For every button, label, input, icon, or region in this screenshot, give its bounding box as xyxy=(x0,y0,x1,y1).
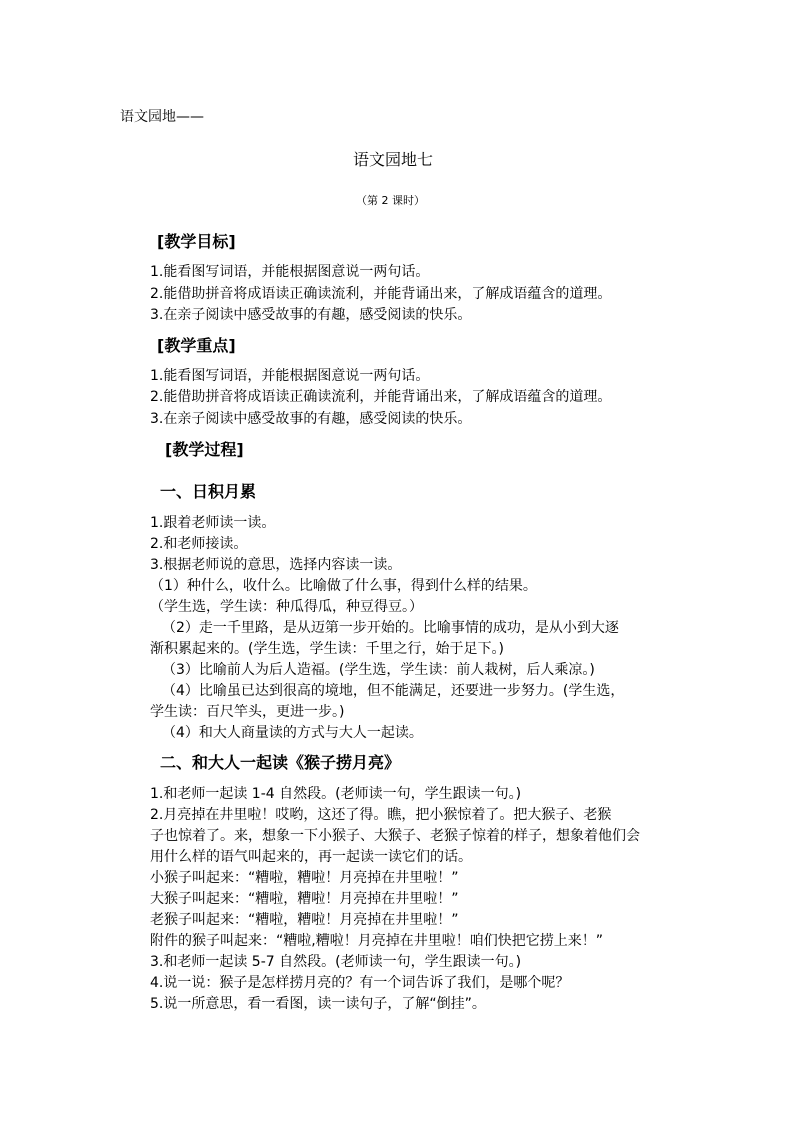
section2-line: 2.月亮掉在井里啦！哎哟，这还了得。瞧，把小猴惊着了。把大猴子、老猴 xyxy=(150,807,612,823)
section1-line: （4）比喻虽已达到很高的境地，但不能满足，还要进一步努力。(学生选， xyxy=(162,683,625,699)
section1-line: （学生选，学生读：种瓜得瓜，种豆得豆。） xyxy=(150,599,423,615)
header-label: 语文园地—— xyxy=(120,109,204,125)
section2-line: 子也惊着了。来，想象一下小猴子、大猴子、老猴子惊着的样子，想象着他们会 xyxy=(150,828,640,844)
page-title: 语文园地七 xyxy=(353,150,434,169)
focus-item: 3.在亲子阅读中感受故事的有趣，感受阅读的快乐。 xyxy=(150,411,472,427)
section1-line: （3）比喻前人为后人造福。(学生选，学生读：前人栽树，后人乘凉。) xyxy=(162,662,595,678)
goal-item: 3.在亲子阅读中感受故事的有趣，感受阅读的快乐。 xyxy=(150,307,472,323)
focus-heading: [教学重点] xyxy=(157,336,236,355)
section1-line: （2）走一千里路，是从迈第一步开始的。比喻事情的成功，是从小到大逐 xyxy=(162,620,619,636)
section2-line: 5.说一所意思，看一看图，读一读句子，了解“倒挂”。 xyxy=(150,996,486,1012)
section2-line: 附件的猴子叫起来：“糟啦,糟啦！月亮掉在井里啦！咱们快把它捞上来！” xyxy=(150,933,603,949)
goal-item: 2.能借助拼音将成语读正确读流利，并能背诵出来，了解成语蕴含的道理。 xyxy=(150,286,612,302)
section2-heading: 二、和大人一起读《猴子捞月亮》 xyxy=(160,753,401,772)
page-subtitle: （第 2 课时） xyxy=(356,194,425,207)
section1-line: 1.跟着老师读一读。 xyxy=(150,515,276,531)
focus-item: 2.能借助拼音将成语读正确读流利，并能背诵出来，了解成语蕴含的道理。 xyxy=(150,389,612,405)
focus-item: 1.能看图写词语，并能根据图意说一两句话。 xyxy=(150,368,430,384)
section1-line: 3.根据老师说的意思，选择内容读一读。 xyxy=(150,557,402,573)
section2-line: 4.说一说：猴子是怎样捞月亮的？有一个词告诉了我们，是哪个呢？ xyxy=(150,975,570,991)
section2-line: 小猴子叫起来：“糟啦，糟啦！月亮掉在井里啦！” xyxy=(150,870,459,886)
goals-heading: [教学目标] xyxy=(157,232,236,251)
section1-line: 2.和老师接读。 xyxy=(150,536,248,552)
section1-line: 渐积累起来的。(学生选，学生读：千里之行，始于足下。) xyxy=(150,641,504,657)
section1-line: （4）和大人商量读的方式与大人一起读。 xyxy=(162,725,423,741)
section1-heading: 一、日积月累 xyxy=(160,482,257,501)
section1-line: 学生读：百尺竿头，更进一步。) xyxy=(150,704,345,720)
process-heading: [教学过程] xyxy=(165,440,244,459)
section2-line: 老猴子叫起来：“糟啦，糟啦！月亮掉在井里啦！” xyxy=(150,912,459,928)
section2-line: 大猴子叫起来：“糟啦，糟啦！月亮掉在井里啦！” xyxy=(150,891,459,907)
section2-line: 1.和老师一起读 1-4 自然段。(老师读一句，学生跟读一句。) xyxy=(150,786,522,802)
goal-item: 1.能看图写词语，并能根据图意说一两句话。 xyxy=(150,264,430,280)
section2-line: 用什么样的语气叫起来的，再一起读一读它们的话。 xyxy=(150,849,472,865)
section1-line: （1）种什么，收什么。比喻做了什么事，得到什么样的结果。 xyxy=(150,578,537,594)
section2-line: 3.和老师一起读 5-7 自然段。(老师读一句，学生跟读一句。) xyxy=(150,954,522,970)
